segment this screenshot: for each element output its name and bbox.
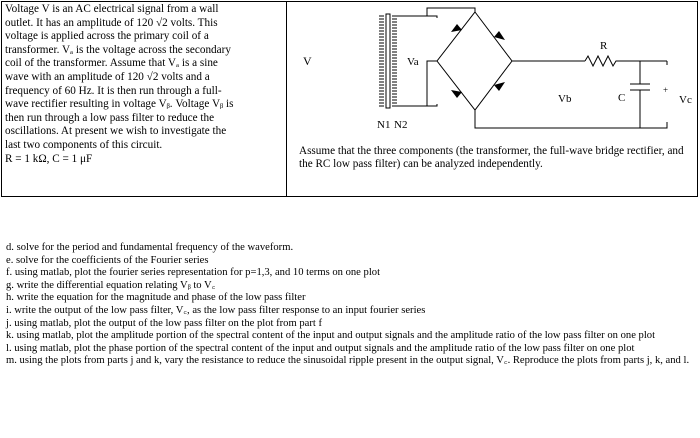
problem-description: [2, 2, 287, 196]
problem-table: [1, 1, 698, 197]
task-item: l. using matlab, plot the phase portion of the spectral content of the input and output signals and the amplitude ratio of the low pass filter on one plot: [6, 342, 635, 354]
task-item: i. write the output of the low pass filter, V꜀, as the low pass filter response to an input fourier series: [6, 304, 426, 316]
component-values: R = 1 kΩ, C = 1 μF: [5, 152, 93, 165]
task-list: [6, 242, 696, 368]
bridge-left-node: [427, 61, 437, 106]
task-item: e. solve for the coefficients of the Fourier series: [6, 254, 209, 266]
label-n2: N2: [394, 119, 408, 131]
task-item: m. using the plots from parts j and k, vary the resistance to reduce the sinusoidal ripple present in the output signal, V꜀. Reproduce the plots from parts j, k, and l.: [6, 355, 690, 367]
intro-line: frequency of 60 Hz. It is then run through a full-: [5, 84, 222, 97]
task-item: j. using matlab, plot the output of the low pass filter on the plot from part f: [6, 317, 322, 329]
output-rail-bottom: [475, 110, 627, 128]
assumption-text: Assume that the three components (the transformer, the full-wave bridge rectifier, and the RC low pass filter) can be analyzed independently.: [299, 145, 684, 171]
intro-line: transformer. Vₐ is the voltage across the secondary: [5, 43, 231, 56]
circuit-diagram: [287, 2, 697, 142]
intro-line: last two components of this circuit.: [5, 138, 163, 151]
output-terminal: [627, 61, 667, 128]
intro-line: coil of the transformer. Assume that Vₐ is a sine: [5, 57, 218, 70]
label-n1: N1: [377, 119, 391, 131]
label-v: V: [303, 54, 312, 68]
label-vc: Vc: [679, 94, 692, 106]
secondary-coil: [392, 16, 397, 106]
secondary-lead-top: [397, 16, 437, 18]
intro-line: outlet. It has an amplitude of 120 √2 volts. This: [5, 16, 218, 29]
resistor: [585, 56, 667, 66]
label-va: Va: [407, 56, 419, 68]
intro-line: wave with an amplitude of 120 √2 volts and a: [5, 70, 210, 83]
task-item: d. solve for the period and fundamental frequency of the waveform.: [6, 242, 294, 253]
task-item: h. write the equation for the magnitude and phase of the low pass filter: [6, 292, 306, 304]
circuit-cell: [287, 2, 697, 196]
task-item: k. using matlab, plot the amplitude portion of the spectral content of the input and output signals and the amplitude ratio of the low pass filter on one plot: [6, 330, 656, 342]
bridge-top-node: [427, 8, 475, 16]
label-vb: Vb: [558, 93, 572, 105]
bridge-rectifier: [437, 12, 512, 110]
intro-line: oscillations. At present we wish to investigate the: [5, 125, 227, 138]
polarity-plus: +: [663, 85, 669, 95]
intro-line: voltage is applied across the primary coil of a: [5, 30, 209, 43]
secondary-lead-bottom: [397, 104, 437, 106]
primary-coil: [379, 16, 384, 106]
task-item: g. write the differential equation relating Vᵦ to V꜀: [6, 279, 216, 291]
intro-line: Voltage V is an AC electrical signal from a wall: [5, 3, 219, 15]
transformer-core: [386, 14, 390, 108]
intro-line: wave rectifier resulting in voltage Vᵦ. Voltage Vᵦ is: [5, 98, 234, 111]
label-c: C: [618, 92, 626, 104]
task-item: f. using matlab, plot the fourier series representation for p=1,3, and 10 terms on one plot: [6, 267, 381, 279]
label-r: R: [600, 40, 608, 52]
intro-line: then run through a low pass filter to reduce the: [5, 111, 215, 124]
